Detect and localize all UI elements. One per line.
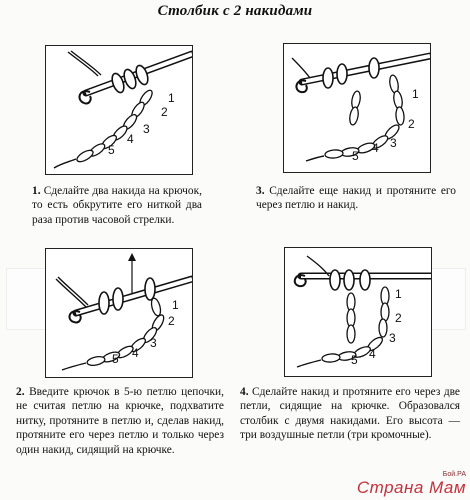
label-2: 2 [395,311,402,325]
label-2: 2 [408,117,415,131]
step-number: 2. [16,386,25,398]
figure-step-1 [45,45,193,175]
label-2: 2 [161,105,168,119]
figure-step-4 [284,247,432,377]
watermark-brand: Страна Мам [356,478,466,497]
step-4-caption [240,385,460,443]
step-text: Сделайте еще накид и протяните его через петлю и накид. [256,185,456,212]
step-text: Введите крючок в 5-ю петлю цепочки, не считая петлю на крючке, подхватите нитку, протяните в петлю и, сделав накид, протяните его через петлю и только через один накид, сидящий на крючке. [16,386,224,456]
label-1: 1 [412,87,419,101]
figure-step-2 [45,248,193,378]
step-number: 4. [240,386,249,398]
label-4: 4 [369,347,376,361]
label-3: 3 [150,336,157,350]
crochet-illustration-2 [46,249,192,377]
label-3: 3 [390,136,397,150]
site-watermark [357,471,466,498]
crochet-illustration-3 [284,44,430,172]
step-number: 1. [32,185,41,197]
step-text: Сделайте накид и протяните его через две петли, сидящие на крючке. Образовался столбик с двумя накидами. Его высота — три воздушные петли (три кромочные). [240,386,460,442]
step-number: 3. [256,185,265,197]
label-5: 5 [351,353,358,367]
label-3: 3 [143,122,150,136]
label-4: 4 [132,346,139,360]
label-1: 1 [395,287,402,301]
label-3: 3 [389,331,396,345]
label-1: 1 [172,298,179,312]
step-2-caption [16,385,224,457]
step-text: Сделайте два накида на крючок, то есть обкрутите его ниткой два раза против часовой стрелки. [32,185,202,226]
crochet-illustration-4 [285,248,431,376]
label-4: 4 [372,141,379,155]
figure-step-3 [283,43,431,173]
crochet-illustration-1 [46,46,192,174]
label-2: 2 [168,314,175,328]
label-5: 5 [108,143,115,157]
page-title: Столбик с 2 накидами [157,3,313,19]
label-5: 5 [112,352,119,366]
step-3-caption [256,184,456,213]
background-bleed [6,268,48,330]
watermark-small: Бой.РА [442,471,466,478]
step-1-caption [32,184,202,227]
label-4: 4 [127,132,134,146]
label-1: 1 [168,91,175,105]
label-5: 5 [352,149,359,163]
